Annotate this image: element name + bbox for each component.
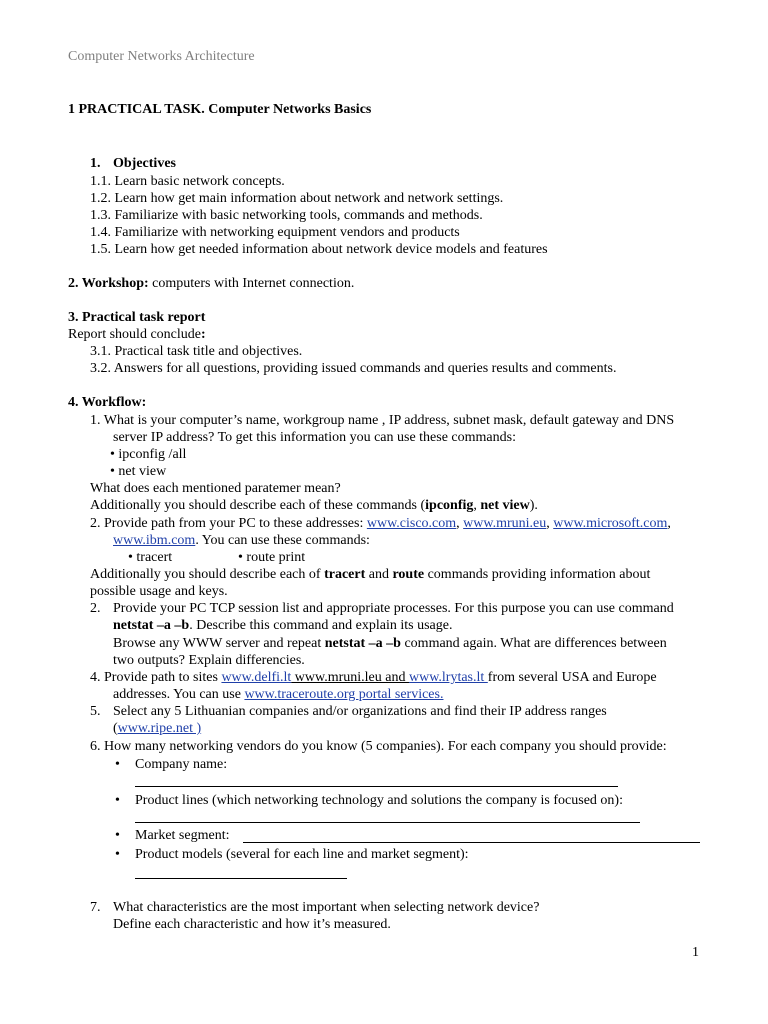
q3-cmd-netstat: netstat –a –b bbox=[113, 618, 190, 633]
q5-line: Select any 5 Lithuanian companies and/or organizations and find their IP address ranges bbox=[113, 704, 607, 719]
q6-bullet-market-segment: Market segment: bbox=[135, 828, 230, 843]
q2-line bbox=[90, 566, 650, 583]
objective-item: 1.3. Familiarize with basic networking tools, commands and methods. bbox=[90, 208, 483, 223]
q2-command: • tracert bbox=[128, 550, 173, 565]
q1-line: What does each mentioned paratemer mean? bbox=[90, 481, 341, 496]
objective-item: 1.4. Familiarize with networking equipment vendors and products bbox=[90, 225, 460, 240]
q4-text: addresses. You can use bbox=[113, 687, 245, 702]
q2-cmd-route: route bbox=[392, 567, 425, 582]
report-item: 3.1. Practical task title and objectives. bbox=[90, 344, 303, 359]
running-header: Computer Networks Architecture bbox=[68, 49, 255, 64]
objectives-heading: Objectives bbox=[113, 156, 176, 171]
q1-line bbox=[90, 497, 538, 514]
q6-bullet-product-lines: Product lines (which networking technology and solutions the company is focused on): bbox=[135, 793, 623, 808]
q3-line bbox=[113, 617, 452, 634]
objectives-number: 1. bbox=[90, 156, 101, 171]
q2-text: 2. Provide path from your PC to these addresses: bbox=[90, 516, 367, 531]
q3-text: . Describe this command and explain its usage. bbox=[189, 618, 453, 633]
q4-text-mruni: www.mruni.leu and bbox=[291, 670, 409, 685]
bullet-icon: • bbox=[115, 793, 120, 808]
link-traceroute[interactable]: www.traceroute.org portal services. bbox=[244, 687, 444, 702]
q1-cmd-ipconfig: ipconfig bbox=[425, 498, 474, 513]
answer-line[interactable] bbox=[135, 878, 347, 879]
q2-command: • route print bbox=[238, 550, 306, 565]
report-intro-colon: : bbox=[200, 327, 206, 342]
q6-bullet-company: Company name: bbox=[135, 757, 228, 772]
q4-text: from several USA and Europe bbox=[487, 670, 657, 685]
q3-line: Provide your PC TCP session list and appropriate processes. For this purpose you can use command bbox=[113, 601, 674, 616]
link-ibm[interactable]: www.ibm.com bbox=[113, 533, 196, 548]
report-item: 3.2. Answers for all questions, providing issued commands and queries results and comments. bbox=[90, 361, 617, 376]
q3-text: command again. What are differences between bbox=[400, 636, 667, 651]
q3-number: 2. bbox=[90, 601, 101, 616]
q1-text: , bbox=[473, 498, 481, 513]
page-number: 1 bbox=[692, 945, 699, 960]
q2-text: and bbox=[365, 567, 393, 582]
link-delfi[interactable]: www.delfi.lt bbox=[221, 670, 292, 685]
q4-text: 4. Provide path to sites bbox=[90, 670, 222, 685]
q2-text: . You can use these commands: bbox=[195, 533, 370, 548]
q2-line bbox=[113, 532, 370, 549]
bullet-icon: • bbox=[115, 828, 120, 843]
objective-item: 1.5. Learn how get needed information about network device models and features bbox=[90, 242, 548, 257]
link-microsoft[interactable]: www.microsoft.com bbox=[553, 516, 668, 531]
q3-line bbox=[113, 635, 667, 652]
link-lrytas[interactable]: www.lrytas.lt bbox=[408, 670, 488, 685]
link-mruni[interactable]: www.mruni.eu bbox=[463, 516, 547, 531]
q7-number: 7. bbox=[90, 900, 101, 915]
q2-cmd-tracert: tracert bbox=[324, 567, 366, 582]
q2-text: Additionally you should describe each of bbox=[90, 567, 325, 582]
workflow-heading: 4. Workflow: bbox=[68, 395, 147, 410]
q5-text: ( bbox=[113, 721, 118, 736]
q4-line bbox=[113, 686, 443, 703]
q1-line: 1. What is your computer’s name, workgroup name , IP address, subnet mask, default gateway and DNS bbox=[90, 413, 675, 428]
workshop-label: 2. Workshop: bbox=[68, 276, 149, 291]
q7-line: Define each characteristic and how it’s measured. bbox=[113, 917, 391, 932]
q2-text: commands providing information about bbox=[424, 567, 651, 582]
workshop-line bbox=[68, 275, 354, 292]
q1-command: • net view bbox=[110, 464, 167, 479]
q5-line bbox=[113, 720, 201, 737]
q7-line: What characteristics are the most important when selecting network device? bbox=[113, 900, 540, 915]
report-intro bbox=[68, 326, 206, 343]
objective-item: 1.1. Learn basic network concepts. bbox=[90, 174, 285, 189]
q3-cmd-netstat: netstat –a –b bbox=[324, 636, 401, 651]
link-cisco[interactable]: www.cisco.com bbox=[366, 516, 457, 531]
q1-cmd-netview: net view bbox=[480, 498, 530, 513]
q2-text: , bbox=[456, 516, 464, 531]
q1-command: • ipconfig /all bbox=[110, 447, 187, 462]
q1-line: server IP address? To get this information you can use these commands: bbox=[113, 430, 516, 445]
report-heading: 3. Practical task report bbox=[68, 310, 206, 325]
q1-text: ). bbox=[529, 498, 538, 513]
answer-line[interactable] bbox=[135, 786, 618, 787]
q2-text: , bbox=[667, 516, 671, 531]
workshop-text: computers with Internet connection. bbox=[148, 276, 355, 291]
q1-text: Additionally you should describe each of these commands ( bbox=[90, 498, 426, 513]
bullet-icon: • bbox=[115, 757, 120, 772]
q4-line bbox=[90, 669, 657, 686]
report-intro-text: Report should conclude bbox=[68, 327, 201, 342]
q2-text: , bbox=[546, 516, 554, 531]
q2-line bbox=[90, 515, 671, 532]
answer-line[interactable] bbox=[135, 822, 640, 823]
q2-line: possible usage and keys. bbox=[90, 584, 228, 599]
document-title: 1 PRACTICAL TASK. Computer Networks Basics bbox=[68, 102, 372, 117]
link-ripe[interactable]: www.ripe.net ) bbox=[117, 721, 202, 736]
q5-number: 5. bbox=[90, 704, 101, 719]
q6-line: 6. How many networking vendors do you know (5 companies). For each company you should provide: bbox=[90, 739, 667, 754]
q3-line: two outputs? Explain differencies. bbox=[113, 653, 305, 668]
answer-line[interactable] bbox=[243, 842, 700, 843]
q6-bullet-product-models: Product models (several for each line and market segment): bbox=[135, 847, 469, 862]
objective-item: 1.2. Learn how get main information about network and network settings. bbox=[90, 191, 504, 206]
q3-text: Browse any WWW server and repeat bbox=[113, 636, 325, 651]
bullet-icon: • bbox=[115, 847, 120, 862]
